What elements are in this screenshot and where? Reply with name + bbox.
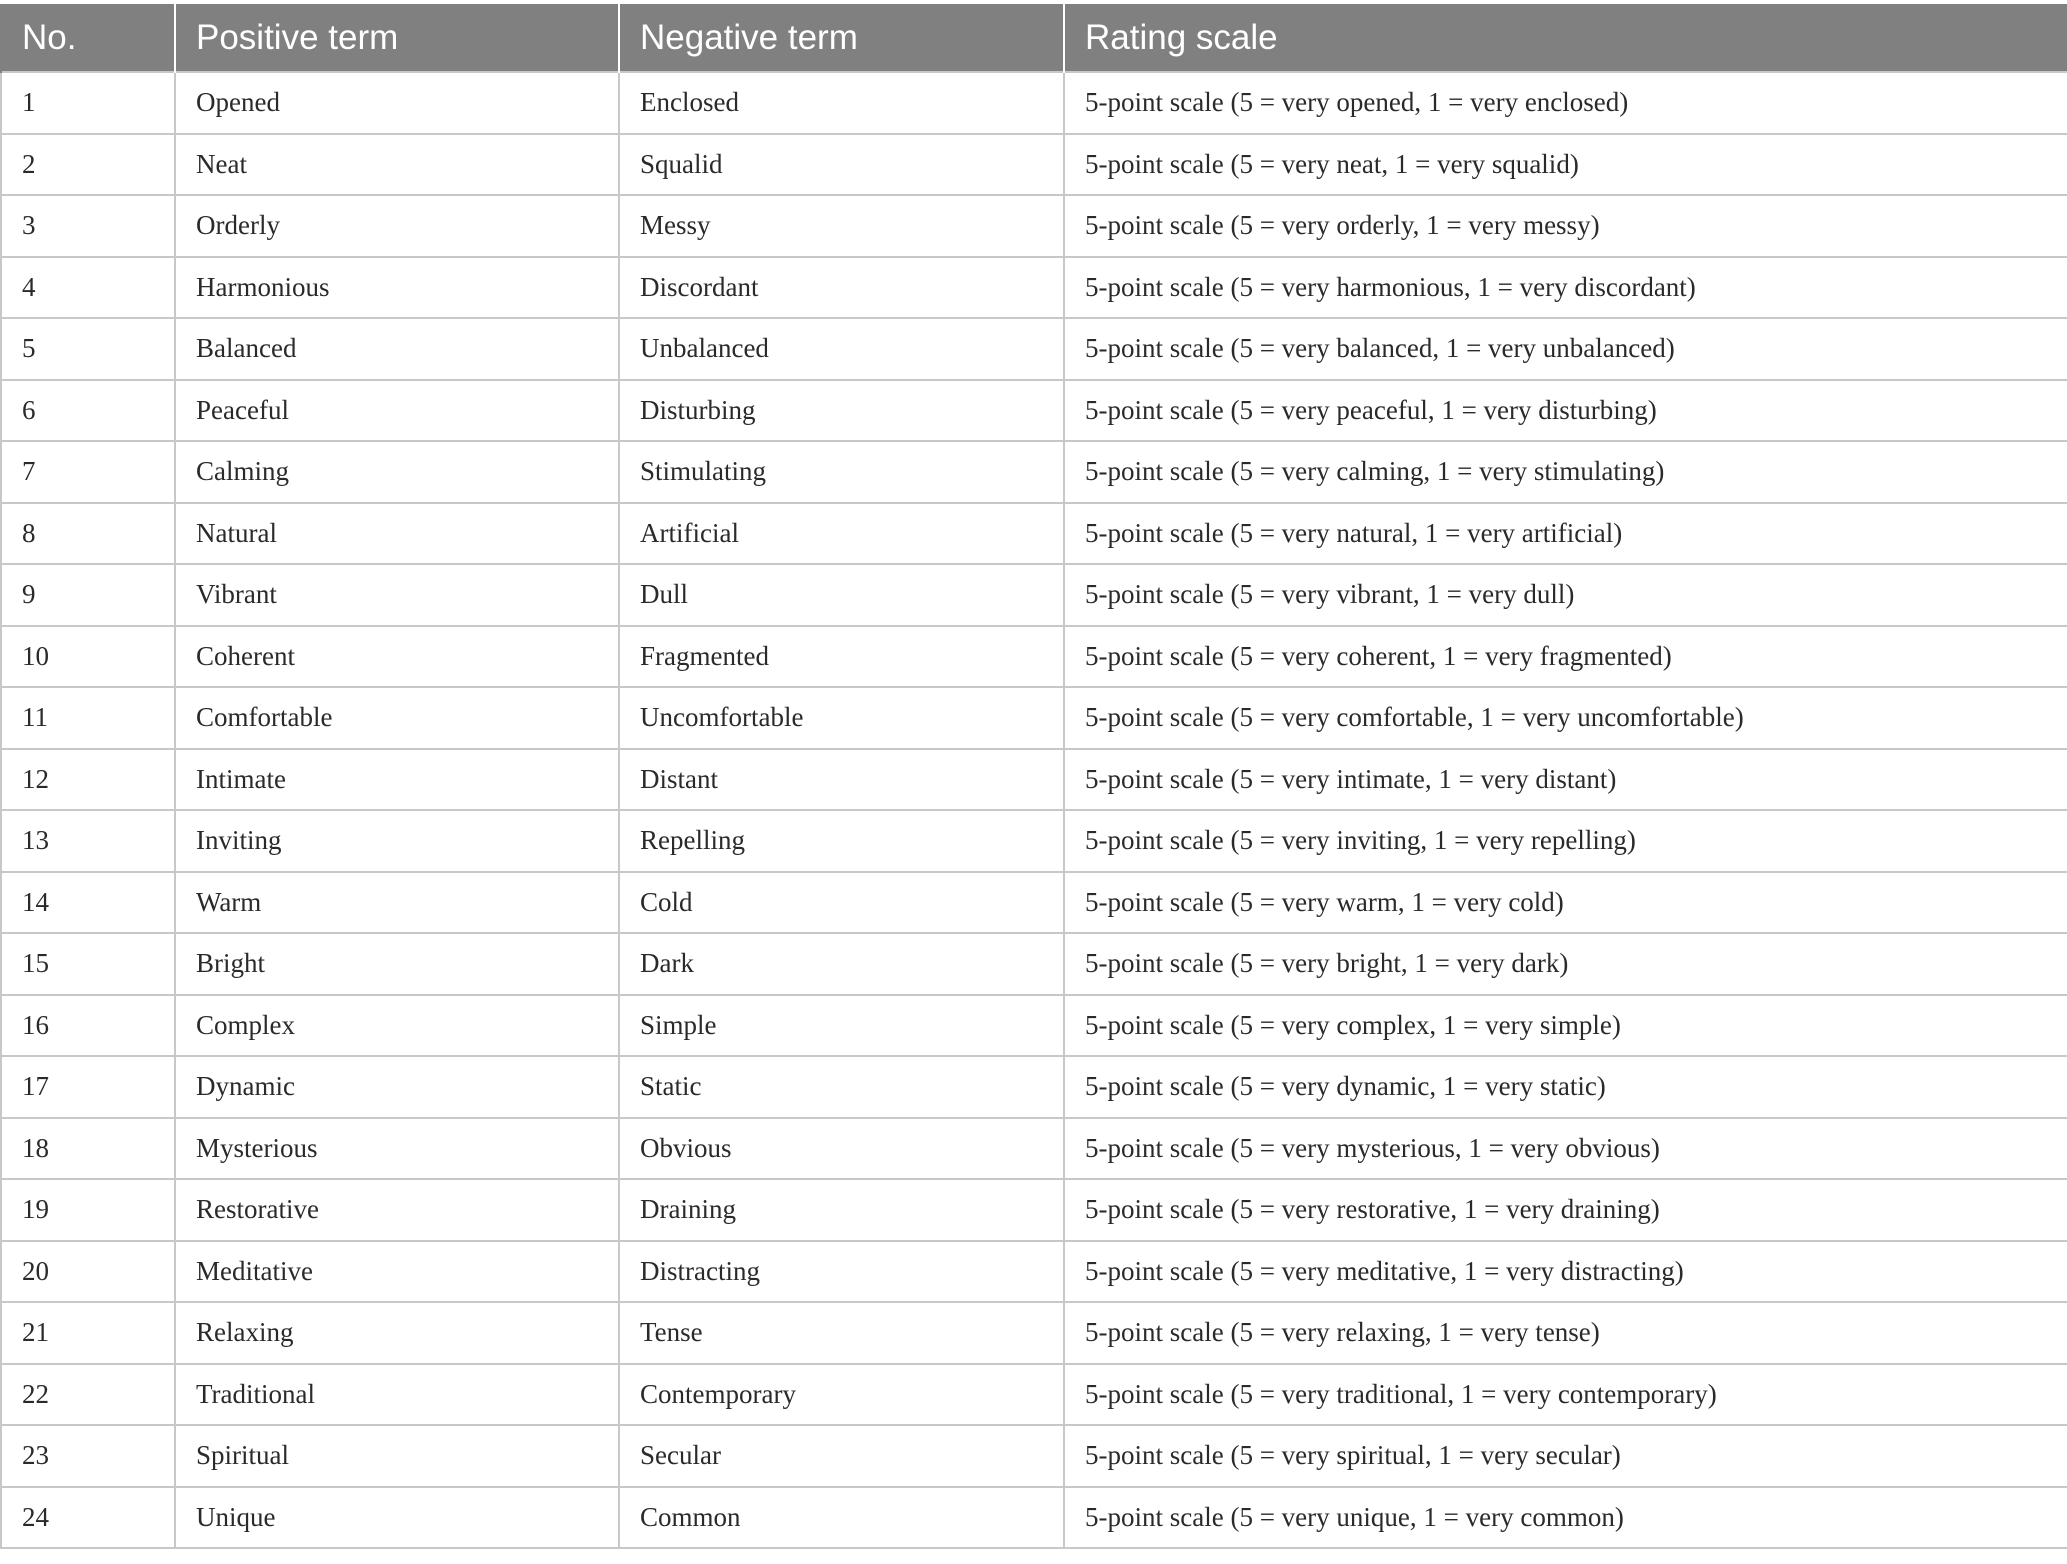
table-header <box>1 4 2067 72</box>
cell-no: 16 <box>1 995 175 1057</box>
cell-positive-term: Peaceful <box>175 380 619 442</box>
cell-negative-term: Dull <box>619 564 1064 626</box>
table-row <box>1 1487 2067 1549</box>
cell-rating-scale: 5-point scale (5 = very restorative, 1 = very draining) <box>1064 1179 2067 1241</box>
table-row <box>1 872 2067 934</box>
table-row <box>1 933 2067 995</box>
table-row <box>1 134 2067 196</box>
cell-no: 12 <box>1 749 175 811</box>
table-row <box>1 1302 2067 1364</box>
cell-rating-scale: 5-point scale (5 = very coherent, 1 = very fragmented) <box>1064 626 2067 688</box>
cell-no: 18 <box>1 1118 175 1180</box>
table-row <box>1 1056 2067 1118</box>
table-row <box>1 441 2067 503</box>
cell-rating-scale: 5-point scale (5 = very intimate, 1 = very distant) <box>1064 749 2067 811</box>
cell-rating-scale: 5-point scale (5 = very spiritual, 1 = very secular) <box>1064 1425 2067 1487</box>
cell-no: 3 <box>1 195 175 257</box>
cell-negative-term: Messy <box>619 195 1064 257</box>
header-rating-scale: Rating scale <box>1064 4 2067 72</box>
cell-positive-term: Comfortable <box>175 687 619 749</box>
table-row <box>1 380 2067 442</box>
cell-rating-scale: 5-point scale (5 = very complex, 1 = very simple) <box>1064 995 2067 1057</box>
header-positive-term: Positive term <box>175 4 619 72</box>
cell-rating-scale: 5-point scale (5 = very relaxing, 1 = very tense) <box>1064 1302 2067 1364</box>
cell-negative-term: Secular <box>619 1425 1064 1487</box>
cell-rating-scale: 5-point scale (5 = very neat, 1 = very squalid) <box>1064 134 2067 196</box>
cell-negative-term: Contemporary <box>619 1364 1064 1426</box>
cell-no: 10 <box>1 626 175 688</box>
table-row <box>1 687 2067 749</box>
cell-positive-term: Bright <box>175 933 619 995</box>
cell-no: 4 <box>1 257 175 319</box>
cell-negative-term: Draining <box>619 1179 1064 1241</box>
cell-no: 15 <box>1 933 175 995</box>
table-row <box>1 1241 2067 1303</box>
cell-negative-term: Unbalanced <box>619 318 1064 380</box>
cell-negative-term: Fragmented <box>619 626 1064 688</box>
table-row <box>1 564 2067 626</box>
cell-rating-scale: 5-point scale (5 = very unique, 1 = very common) <box>1064 1487 2067 1549</box>
cell-no: 13 <box>1 810 175 872</box>
cell-positive-term: Balanced <box>175 318 619 380</box>
table-row <box>1 1364 2067 1426</box>
cell-rating-scale: 5-point scale (5 = very natural, 1 = very artificial) <box>1064 503 2067 565</box>
cell-positive-term: Mysterious <box>175 1118 619 1180</box>
cell-no: 8 <box>1 503 175 565</box>
cell-negative-term: Disturbing <box>619 380 1064 442</box>
cell-no: 6 <box>1 380 175 442</box>
table-row <box>1 72 2067 134</box>
cell-positive-term: Meditative <box>175 1241 619 1303</box>
cell-rating-scale: 5-point scale (5 = very vibrant, 1 = very dull) <box>1064 564 2067 626</box>
terms-table <box>0 4 2067 1549</box>
cell-rating-scale: 5-point scale (5 = very mysterious, 1 = very obvious) <box>1064 1118 2067 1180</box>
cell-positive-term: Orderly <box>175 195 619 257</box>
cell-negative-term: Tense <box>619 1302 1064 1364</box>
cell-positive-term: Restorative <box>175 1179 619 1241</box>
cell-positive-term: Inviting <box>175 810 619 872</box>
cell-no: 22 <box>1 1364 175 1426</box>
cell-positive-term: Complex <box>175 995 619 1057</box>
cell-negative-term: Dark <box>619 933 1064 995</box>
table-body <box>1 72 2067 1548</box>
cell-positive-term: Relaxing <box>175 1302 619 1364</box>
cell-no: 1 <box>1 72 175 134</box>
cell-no: 11 <box>1 687 175 749</box>
cell-no: 7 <box>1 441 175 503</box>
cell-positive-term: Vibrant <box>175 564 619 626</box>
cell-positive-term: Unique <box>175 1487 619 1549</box>
cell-no: 2 <box>1 134 175 196</box>
cell-rating-scale: 5-point scale (5 = very bright, 1 = very dark) <box>1064 933 2067 995</box>
table-row <box>1 995 2067 1057</box>
table-row <box>1 626 2067 688</box>
header-no: No. <box>1 4 175 72</box>
cell-rating-scale: 5-point scale (5 = very dynamic, 1 = very static) <box>1064 1056 2067 1118</box>
terms-table-container <box>0 4 2067 1549</box>
table-row <box>1 318 2067 380</box>
header-row <box>1 4 2067 72</box>
cell-negative-term: Squalid <box>619 134 1064 196</box>
cell-rating-scale: 5-point scale (5 = very comfortable, 1 = very uncomfortable) <box>1064 687 2067 749</box>
cell-rating-scale: 5-point scale (5 = very peaceful, 1 = very disturbing) <box>1064 380 2067 442</box>
cell-positive-term: Spiritual <box>175 1425 619 1487</box>
cell-negative-term: Repelling <box>619 810 1064 872</box>
cell-no: 5 <box>1 318 175 380</box>
cell-no: 19 <box>1 1179 175 1241</box>
cell-positive-term: Natural <box>175 503 619 565</box>
table-row <box>1 1425 2067 1487</box>
cell-no: 9 <box>1 564 175 626</box>
cell-positive-term: Harmonious <box>175 257 619 319</box>
cell-rating-scale: 5-point scale (5 = very meditative, 1 = very distracting) <box>1064 1241 2067 1303</box>
cell-negative-term: Stimulating <box>619 441 1064 503</box>
table-row <box>1 810 2067 872</box>
cell-no: 14 <box>1 872 175 934</box>
cell-rating-scale: 5-point scale (5 = very traditional, 1 = very contemporary) <box>1064 1364 2067 1426</box>
cell-rating-scale: 5-point scale (5 = very opened, 1 = very enclosed) <box>1064 72 2067 134</box>
table-row <box>1 1118 2067 1180</box>
cell-positive-term: Intimate <box>175 749 619 811</box>
table-row <box>1 1179 2067 1241</box>
cell-positive-term: Neat <box>175 134 619 196</box>
cell-positive-term: Warm <box>175 872 619 934</box>
cell-negative-term: Enclosed <box>619 72 1064 134</box>
cell-positive-term: Opened <box>175 72 619 134</box>
header-negative-term: Negative term <box>619 4 1064 72</box>
cell-rating-scale: 5-point scale (5 = very balanced, 1 = very unbalanced) <box>1064 318 2067 380</box>
cell-negative-term: Simple <box>619 995 1064 1057</box>
cell-negative-term: Common <box>619 1487 1064 1549</box>
table-row <box>1 749 2067 811</box>
table-row <box>1 257 2067 319</box>
cell-rating-scale: 5-point scale (5 = very calming, 1 = very stimulating) <box>1064 441 2067 503</box>
cell-positive-term: Traditional <box>175 1364 619 1426</box>
cell-negative-term: Static <box>619 1056 1064 1118</box>
cell-positive-term: Coherent <box>175 626 619 688</box>
cell-negative-term: Artificial <box>619 503 1064 565</box>
cell-negative-term: Uncomfortable <box>619 687 1064 749</box>
cell-no: 21 <box>1 1302 175 1364</box>
cell-positive-term: Dynamic <box>175 1056 619 1118</box>
cell-positive-term: Calming <box>175 441 619 503</box>
cell-no: 24 <box>1 1487 175 1549</box>
cell-no: 20 <box>1 1241 175 1303</box>
cell-rating-scale: 5-point scale (5 = very harmonious, 1 = very discordant) <box>1064 257 2067 319</box>
cell-negative-term: Discordant <box>619 257 1064 319</box>
table-row <box>1 195 2067 257</box>
cell-rating-scale: 5-point scale (5 = very warm, 1 = very cold) <box>1064 872 2067 934</box>
cell-rating-scale: 5-point scale (5 = very inviting, 1 = very repelling) <box>1064 810 2067 872</box>
cell-negative-term: Cold <box>619 872 1064 934</box>
cell-negative-term: Obvious <box>619 1118 1064 1180</box>
cell-rating-scale: 5-point scale (5 = very orderly, 1 = very messy) <box>1064 195 2067 257</box>
table-row <box>1 503 2067 565</box>
cell-negative-term: Distant <box>619 749 1064 811</box>
cell-no: 17 <box>1 1056 175 1118</box>
cell-no: 23 <box>1 1425 175 1487</box>
cell-negative-term: Distracting <box>619 1241 1064 1303</box>
